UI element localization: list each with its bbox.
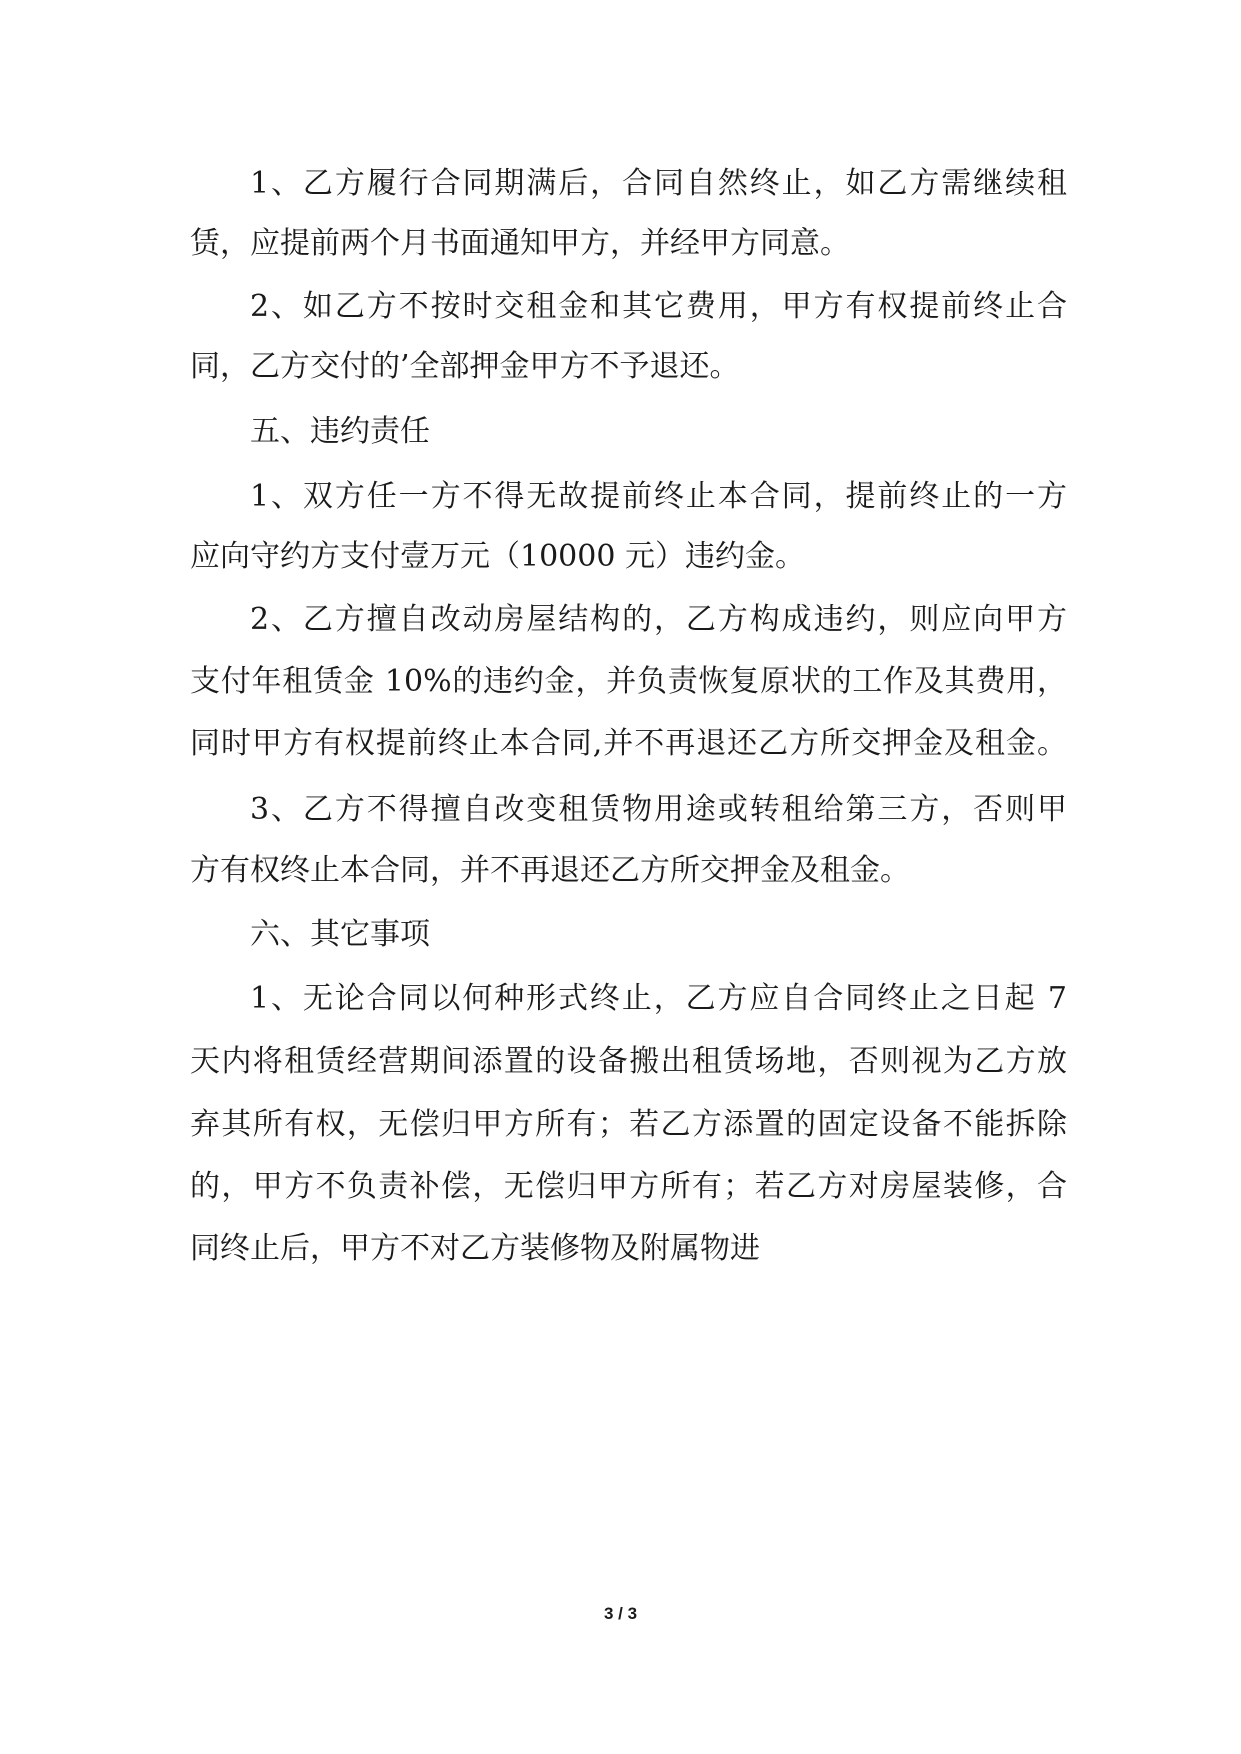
- text-line: 同，乙方交付的’全部押金甲方不予退还。: [190, 349, 740, 384]
- text-line: 同时甲方有权提前终止本合同,并不再退还乙方所交押金及租金。: [190, 726, 1067, 761]
- text-line: 方有权终止本合同，并不再退还乙方所交押金及租金。: [190, 853, 910, 888]
- section-heading: 五、违约责任: [250, 414, 430, 449]
- text-line: 弃其所有权，无偿归甲方所有；若乙方添置的固定设备不能拆除: [190, 1107, 1067, 1142]
- text-line: 3、乙方不得擅自改变租赁物用途或转租给第三方，否则甲: [250, 792, 1067, 827]
- text-line: 赁，应提前两个月书面通知甲方，并经甲方同意。: [190, 226, 850, 261]
- text-line: 2、如乙方不按时交租金和其它费用，甲方有权提前终止合: [250, 289, 1067, 324]
- text-line: 支付年租赁金 10%的违约金，并负责恢复原状的工作及其费用，: [190, 664, 1067, 699]
- text-line: 2、乙方擅自改动房屋结构的，乙方构成违约，则应向甲方: [250, 602, 1067, 637]
- section-heading: 六、其它事项: [250, 917, 430, 952]
- text-line: 1、双方任一方不得无故提前终止本合同，提前终止的一方: [250, 479, 1067, 514]
- text-line: 的，甲方不负责补偿，无偿归甲方所有；若乙方对房屋装修，合: [190, 1169, 1067, 1204]
- page-number: 3 / 3: [603, 1604, 638, 1623]
- text-line: 天内将租赁经营期间添置的设备搬出租赁场地，否则视为乙方放: [190, 1044, 1067, 1079]
- text-line: 1、乙方履行合同期满后，合同自然终止，如乙方需继续租: [250, 166, 1067, 201]
- text-line: 同终止后，甲方不对乙方装修物及附属物进: [190, 1231, 760, 1266]
- text-line: 应向守约方支付壹万元（10000 元）违约金。: [190, 539, 805, 574]
- text-line: 1、无论合同以何种形式终止，乙方应自合同终止之日起 7: [250, 981, 1067, 1016]
